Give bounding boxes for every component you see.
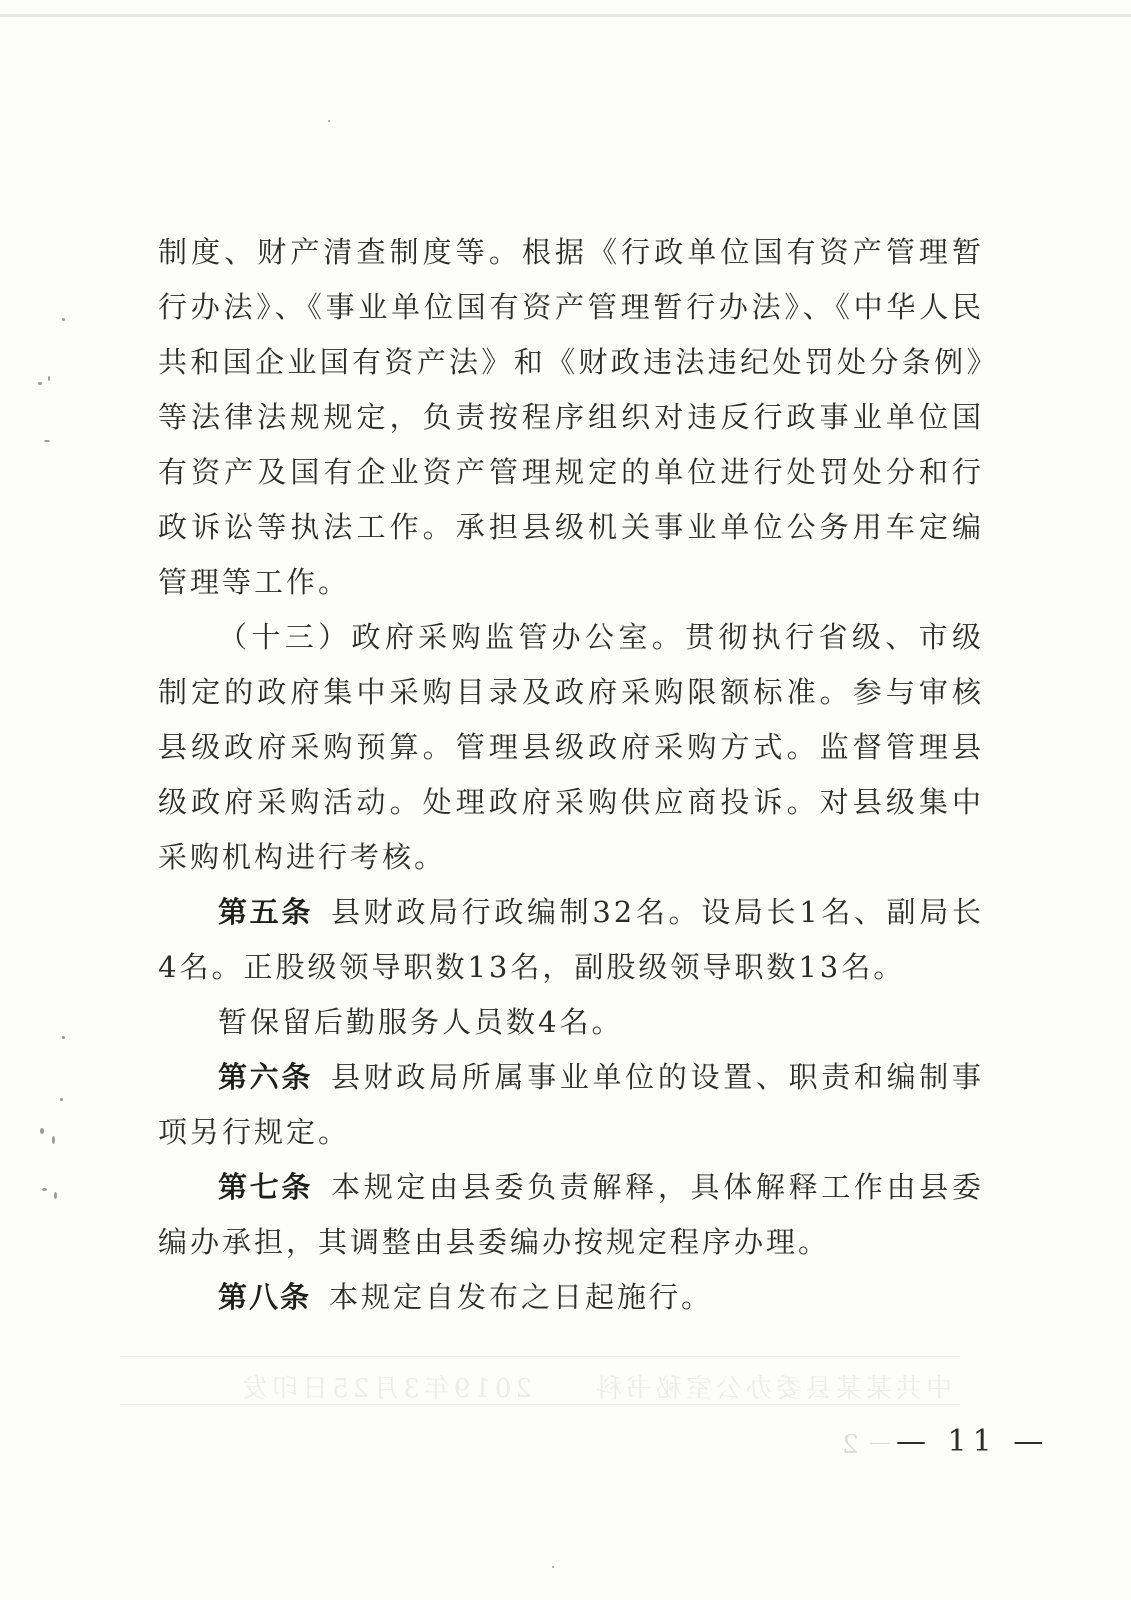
scan-speck [48, 376, 50, 381]
scan-speck [52, 1136, 55, 1144]
article-text: 本规定由县委负责解释，具体解释工作由县委编办承担，其调整由县委编办按规定程序办理。 [158, 1170, 984, 1259]
article-text: 县财政局行政编制32名。设局长1名、副局长4名。正股级领导职数13名，副股级领导职数13名。 [158, 895, 984, 984]
bleed-through-page-number: － 2 [842, 1430, 893, 1460]
paragraph-text: 制度、财产清查制度等。根据《行政单位国有资产管理暂行办法》、《事业单位国有资产管理暂行办法》、《中华人民共和国企业国有资产法》和《财政违法违纪处罚处分条例》等法律法规规定，负责按程序组织对违反行政事业单位国有资产及国有企业资产管理规定的单位进行处罚处分和行政诉讼等执法工作。承担县级机关事业单位公务用车定编管理等工作。 [158, 235, 984, 599]
scan-speck [44, 440, 50, 442]
article-heading: 第六条 [218, 1060, 314, 1094]
footer-rule-bottom [120, 1404, 960, 1405]
scan-speck [552, 1566, 554, 1568]
paragraph-procurement-office [158, 610, 984, 885]
article-7 [158, 1160, 984, 1270]
footer-rule-top [120, 1356, 960, 1357]
paragraph-continuation [158, 225, 984, 610]
scan-speck [38, 382, 42, 385]
scan-speck [60, 1098, 63, 1101]
article-heading: 第七条 [218, 1170, 314, 1204]
scan-speck [40, 1128, 44, 1134]
document-body [158, 225, 984, 1325]
article-6 [158, 1050, 984, 1160]
article-text: 本规定自发布之日起施行。 [329, 1280, 714, 1314]
article-8 [158, 1270, 984, 1325]
article-heading: 第五条 [218, 895, 313, 929]
paragraph-text: （十三）政府采购监管办公室。贯彻执行省级、市级制定的政府集中采购目录及政府采购限额标准。参与审核县级政府采购预算。管理县级政府采购方式。监督管理县级政府采购活动。处理政府采购供应商投诉。对县级集中采购机构进行考核。 [158, 620, 984, 874]
scan-speck [62, 1036, 65, 1039]
scan-speck [328, 120, 330, 122]
article-heading: 第八条 [218, 1280, 312, 1314]
scan-speck [62, 318, 65, 321]
article-5-supplement [158, 995, 984, 1050]
page-number: — 11 — [896, 1424, 1050, 1459]
scan-speck [42, 1188, 47, 1191]
scan-speck [54, 1192, 57, 1199]
scan-edge-line [0, 14, 1131, 17]
bleed-through-footer: 中共某某县委办公室秘书科 2019年3月25日印发 [238, 1374, 952, 1404]
paragraph-text: 暂保留后勤服务人员数4名。 [218, 1005, 624, 1039]
article-5 [158, 885, 984, 995]
article-text: 县财政局所属事业单位的设置、职责和编制事项另行规定。 [158, 1060, 984, 1149]
